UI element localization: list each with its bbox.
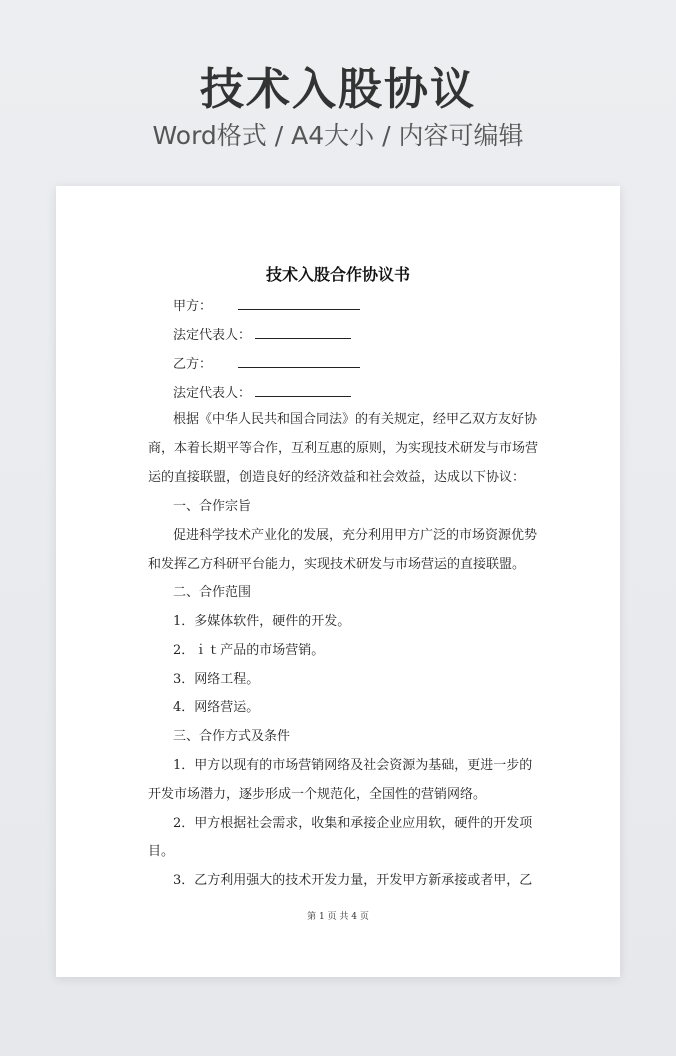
party-b-rep-label: 法定代表人： [173,386,252,401]
banner-subtitle: Word格式 / A4大小 / 内容可编辑 [152,121,524,150]
page-footer: 第 1 页 共 4 页 [307,912,369,922]
party-a-field [173,294,360,317]
party-b-field [173,352,360,375]
party-a-rep-field [173,323,351,346]
intro-line-3: 运的直接联盟，创造良好的经济效益和社会效益，达成以下协议： [148,470,526,485]
document-title: 技术入股合作协议书 [265,265,410,284]
section2-heading: 二、合作范围 [173,585,252,600]
party-a-rep-label: 法定代表人： [173,328,252,343]
section3-item1-line-1: 1．甲方以现有的市场营销网络及社会资源为基础，更进一步的 [173,758,533,773]
section2-item-3: 3．网络工程。 [173,672,260,687]
document-page [56,186,620,977]
intro-line-1: 根据《中华人民共和国合同法》的有关规定，经甲乙双方友好协 [173,412,538,427]
section2-item-1: 1．多媒体软件，硬件的开发。 [173,614,351,629]
party-a-label: 甲方： [173,299,213,314]
party-b-rep-blank[interactable] [255,381,351,397]
banner-title: 技术入股协议 [200,64,476,115]
section3-item2-line-2: 目。 [148,844,175,859]
section2-item-4: 4．网络营运。 [173,700,260,715]
party-a-blank[interactable] [238,294,360,310]
section1-line-1: 促进科学技术产业化的发展，充分利用甲方广泛的市场资源优势 [173,528,538,543]
section3-item3-line-1: 3．乙方利用强大的技术开发力量，开发甲方新承接或者甲，乙 [173,873,533,888]
section3-item2-line-1: 2．甲方根据社会需求，收集和承接企业应用软，硬件的开发项 [173,816,533,831]
section2-item-2: 2．ｉｔ产品的市场营销。 [173,643,325,658]
intro-line-2: 商，本着长期平等合作，互利互惠的原则，为实现技术研发与市场营 [148,441,539,456]
section3-heading: 三、合作方式及条件 [173,729,291,744]
party-b-blank[interactable] [238,352,360,368]
party-b-label: 乙方： [173,357,213,372]
section3-item1-line-2: 开发市场潜力，逐步形成一个规范化，全国性的营销网络。 [148,787,487,802]
party-b-rep-field [173,381,351,404]
section1-heading: 一、合作宗旨 [173,499,252,514]
section1-line-2: 和发挥乙方科研平台能力，实现技术研发与市场营运的直接联盟。 [148,557,526,572]
party-a-rep-blank[interactable] [255,323,351,339]
